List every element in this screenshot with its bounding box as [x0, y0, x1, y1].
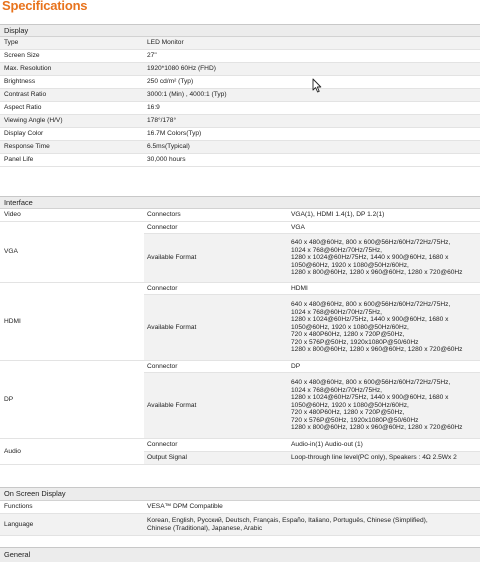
mouse-cursor-icon: [312, 78, 322, 93]
display-row-key: Display Color: [0, 128, 144, 141]
display-row-value: 16:9: [144, 102, 480, 115]
vga-connector-row: [0, 222, 480, 234]
format-line: 1280 x 1024@60Hz/75Hz, 1440 x 900@60Hz, 1680 x: [291, 254, 449, 262]
hdmi-format-value: [288, 295, 480, 361]
display-header: Display: [0, 25, 480, 37]
display-row-value: LED Monitor: [144, 37, 480, 50]
display-row: [0, 115, 480, 128]
audio-label: Audio: [0, 439, 144, 465]
dp-format-key: Available Format: [144, 373, 288, 439]
video-row: [0, 209, 480, 222]
dp-format-value: [288, 373, 480, 439]
format-line: 1050@60Hz, 1920 x 1080@50Hz/60Hz,: [291, 401, 409, 409]
display-row-value: 178°/178°: [144, 115, 480, 128]
osd-language-key: Language: [0, 514, 144, 536]
audio-connector-key: Connector: [144, 439, 288, 452]
display-row: [0, 102, 480, 115]
hdmi-label: HDMI: [0, 283, 144, 361]
vga-format-key: Available Format: [144, 234, 288, 283]
display-row-value: 6.5ms(Typical): [144, 141, 480, 154]
hdmi-connector-key: Connector: [144, 283, 288, 295]
format-line: 720 x 576P@50Hz, 1920x1080P@50/60Hz: [291, 416, 419, 424]
display-row: [0, 50, 480, 63]
format-line: 1280 x 1024@60Hz/75Hz, 1440 x 900@60Hz, 1680 x: [291, 394, 449, 402]
hdmi-format-key: Available Format: [144, 295, 288, 361]
format-line: 1280 x 800@60Hz, 1280 x 960@60Hz, 1280 x 720@60Hz: [291, 424, 463, 432]
video-label: Video: [0, 209, 144, 222]
display-row-value: 30,000 hours: [144, 154, 480, 167]
dp-label: DP: [0, 361, 144, 439]
display-row-value: 27": [144, 50, 480, 63]
format-line: 720 x 480P60Hz, 1280 x 720P@50Hz,: [291, 409, 405, 417]
display-row: [0, 76, 480, 89]
display-row-key: Screen Size: [0, 50, 144, 63]
dp-connector-value: DP: [288, 361, 480, 373]
format-line: 1024 x 768@60Hz/70Hz/75Hz,: [291, 386, 382, 394]
display-row-key: Response Time: [0, 141, 144, 154]
hdmi-connector-value: HDMI: [288, 283, 480, 295]
dp-connector-key: Connector: [144, 361, 288, 373]
vga-connector-value: VGA: [288, 222, 480, 234]
display-row-key: Contrast Ratio: [0, 89, 144, 102]
osd-language-row: [0, 514, 480, 536]
osd-functions-key: Functions: [0, 501, 144, 514]
display-row-key: Viewing Angle (H/V): [0, 115, 144, 128]
display-row-value: 3000:1 (Min) , 4000:1 (Typ): [144, 89, 480, 102]
video-value: VGA(1), HDMI 1.4(1), DP 1.2(1): [288, 209, 480, 222]
display-row-key: Brightness: [0, 76, 144, 89]
audio-output-value: Loop-through line level(PC only), Speakers : 4Ω 2.5Wx 2: [288, 452, 480, 465]
vga-connector-key: Connector: [144, 222, 288, 234]
osd-header: On Screen Display: [0, 488, 480, 501]
interface-header: Interface: [0, 197, 480, 209]
osd-language-value: [144, 514, 480, 536]
format-line: 1024 x 768@60Hz/70Hz/75Hz,: [291, 246, 382, 254]
page-title: Specifications: [2, 0, 88, 13]
display-row-key: Panel Life: [0, 154, 144, 167]
vga-format-value: [288, 234, 480, 283]
display-table: [0, 24, 480, 167]
hdmi-connector-row: [0, 283, 480, 295]
format-line: Korean, English, Русский, Deutsch, Français, Españo, Italiano, Português, Chinese (Simplified),: [147, 516, 428, 524]
osd-table: [0, 487, 480, 536]
format-line: 1280 x 800@60Hz, 1280 x 960@60Hz, 1280 x 720@60Hz: [291, 346, 463, 354]
audio-output-key: Output Signal: [144, 452, 288, 465]
format-line: 720 x 576P@50Hz, 1920x1080P@50/60Hz: [291, 338, 419, 346]
display-row: [0, 89, 480, 102]
audio-connector-value: Audio-in(1) Audio-out (1): [288, 439, 480, 452]
display-row-value: 250 cd/m² (Typ): [144, 76, 480, 89]
vga-label: VGA: [0, 222, 144, 283]
display-row: [0, 141, 480, 154]
dp-connector-row: [0, 361, 480, 373]
format-line: 1280 x 1024@60Hz/75Hz, 1440 x 900@60Hz, 1680 x: [291, 316, 449, 324]
osd-functions-value: VESA™ DPM Compatible: [144, 501, 480, 514]
osd-functions-row: [0, 501, 480, 514]
display-row-key: Aspect Ratio: [0, 102, 144, 115]
format-line: 640 x 480@60Hz, 800 x 600@56Hz/60Hz/72Hz/75Hz,: [291, 300, 451, 308]
display-row: [0, 154, 480, 167]
display-row: [0, 37, 480, 50]
format-line: 1280 x 800@60Hz, 1280 x 960@60Hz, 1280 x 720@60Hz: [291, 269, 463, 277]
audio-connector-row: [0, 439, 480, 452]
display-row: [0, 128, 480, 141]
video-key: Connectors: [144, 209, 288, 222]
interface-table: [0, 196, 480, 465]
display-row-key: Max. Resolution: [0, 63, 144, 76]
display-row-value: 1920*1080 60Hz (FHD): [144, 63, 480, 76]
display-row-value: 16.7M Colors(Typ): [144, 128, 480, 141]
format-line: 720 x 480P60Hz, 1280 x 720P@50Hz,: [291, 331, 405, 339]
format-line: 1050@60Hz, 1920 x 1080@50Hz/60Hz,: [291, 323, 409, 331]
format-line: 1024 x 768@60Hz/70Hz/75Hz,: [291, 308, 382, 316]
format-line: 640 x 480@60Hz, 800 x 600@56Hz/60Hz/72Hz/75Hz,: [291, 378, 451, 386]
format-line: 1050@60Hz, 1920 x 1080@50Hz/60Hz,: [291, 261, 409, 269]
display-row-key: Type: [0, 37, 144, 50]
format-line: 640 x 480@60Hz, 800 x 600@56Hz/60Hz/72Hz/75Hz,: [291, 239, 451, 247]
format-line: Chinese (Traditional), Japanese, Arabic: [147, 524, 263, 532]
display-row: [0, 63, 480, 76]
general-header: General: [4, 550, 31, 559]
